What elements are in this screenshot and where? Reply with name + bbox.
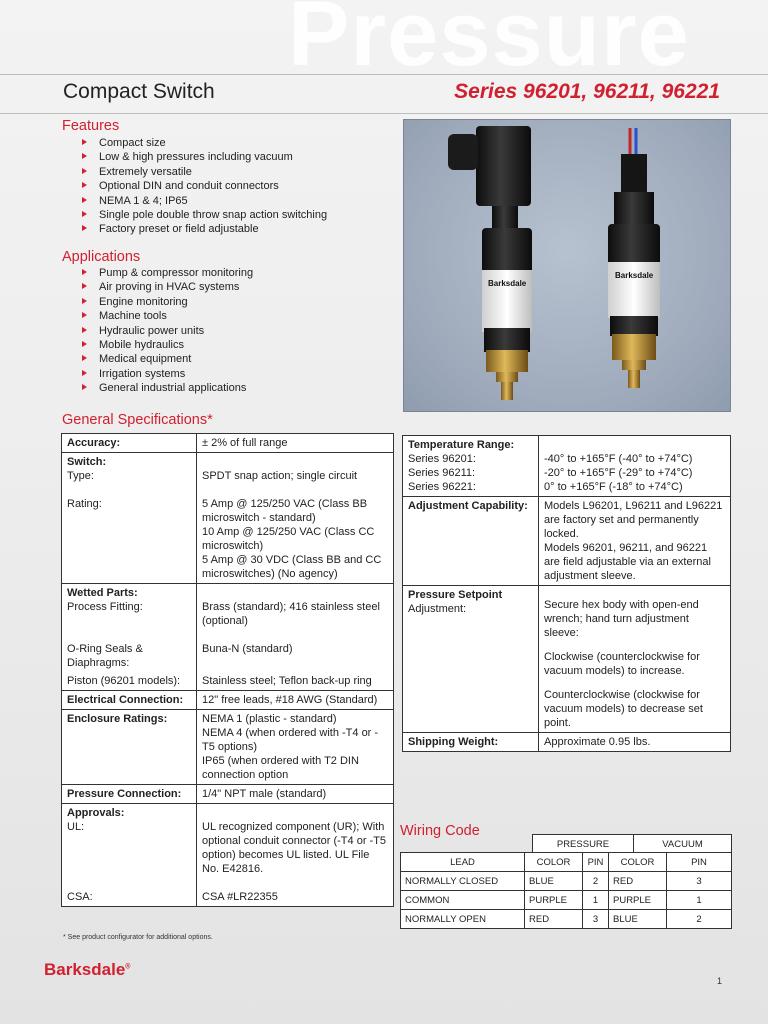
- spec-subkey: Type:: [67, 470, 94, 482]
- list-item: Compact size: [81, 136, 327, 150]
- spec-key: Switch:: [67, 456, 107, 468]
- table-cell: NORMALLY CLOSED: [401, 872, 525, 891]
- table-cell: 1: [667, 891, 732, 910]
- spec-value: UL recognized component (UR); With optional conduit connector (-T4 or -T5 option) becomes UL listed. UL File No. E42816.: [202, 821, 387, 875]
- spec-value: Models L96201, L96211 and L96221 are factory set and permanently locked.: [544, 500, 723, 540]
- list-item: Medical equipment: [81, 352, 253, 366]
- spec-value: 5 Amp @ 125/250 VAC (Class BB microswitch - standard): [202, 498, 368, 524]
- pressure-switch-illustration: [404, 120, 730, 411]
- table-row: [401, 910, 732, 929]
- applications-heading: Applications: [62, 249, 141, 265]
- brand-name: Barksdale: [44, 960, 126, 979]
- list-item: Pump & compressor monitoring: [81, 266, 253, 280]
- table-row: [401, 872, 732, 891]
- brand-logo: [44, 960, 130, 980]
- wiring-table: [400, 852, 732, 929]
- spec-value: Clockwise (counterclockwise for vacuum models) to increase.: [544, 651, 700, 677]
- column-header: LEAD: [401, 853, 525, 872]
- spec-subkey: Process Fitting:: [67, 601, 143, 613]
- spec-value: IP65 (when ordered with T2 DIN connection option: [202, 755, 359, 781]
- list-item: Irrigation systems: [81, 367, 253, 381]
- table-cell: 2: [667, 910, 732, 929]
- list-item: Low & high pressures including vacuum: [81, 150, 327, 164]
- table-cell: COMMON: [401, 891, 525, 910]
- spec-value: Models 96201, 96211, and 96221 are field adjustable via an external adjustment sleeve.: [544, 542, 711, 582]
- spec-value: -20° to +165°F (-29° to +74°C): [544, 467, 693, 479]
- table-row: [62, 584, 394, 691]
- list-item: Mobile hydraulics: [81, 338, 253, 352]
- spec-subkey: CSA:: [67, 891, 93, 903]
- spec-subkey: Adjustment:: [408, 603, 467, 615]
- applications-list: [81, 266, 253, 396]
- spec-value: Approximate 0.95 lbs.: [539, 733, 731, 752]
- spec-subkey: O-Ring Seals & Diaphragms:: [67, 643, 143, 669]
- list-item: Hydraulic power units: [81, 324, 253, 338]
- column-header: PIN: [583, 853, 609, 872]
- table-cell: RED: [609, 872, 667, 891]
- table-cell: PURPLE: [525, 891, 583, 910]
- spec-key: Pressure Connection:: [67, 788, 182, 800]
- spec-key: Pressure Setpoint: [408, 589, 503, 601]
- page-number: 1: [716, 976, 722, 986]
- footnote: * See product configurator for additional options.: [63, 934, 213, 941]
- list-item: Machine tools: [81, 309, 253, 323]
- table-row: [401, 891, 732, 910]
- spec-value: CSA #LR22355: [202, 891, 278, 903]
- spec-value: Stainless steel; Teflon back-up ring: [202, 675, 372, 687]
- table-cell: NORMALLY OPEN: [401, 910, 525, 929]
- spec-subkey: Series 96221:: [408, 481, 476, 493]
- watermark-title: Pressure: [288, 0, 690, 85]
- table-cell: PURPLE: [609, 891, 667, 910]
- column-group: PRESSURE: [533, 835, 634, 854]
- spec-subkey: Series 96201:: [408, 453, 476, 465]
- spec-key: Enclosure Ratings:: [67, 713, 168, 725]
- spec-value: Brass (standard); 416 stainless steel (optional): [202, 601, 380, 627]
- list-item: Extremely versatile: [81, 165, 327, 179]
- spec-subkey: Series 96211:: [408, 467, 476, 479]
- specs-table-right: [402, 435, 731, 752]
- spec-value: ± 2% of full range: [197, 434, 394, 453]
- specs-table-left: [61, 433, 394, 907]
- spec-key: Approvals:: [67, 807, 125, 819]
- specs-heading: General Specifications*: [62, 412, 213, 428]
- brand-mark: ®: [125, 963, 131, 971]
- series-title: Series 96201, 96211, 96221: [454, 80, 720, 103]
- table-row: [403, 497, 731, 586]
- table-row: [401, 853, 732, 872]
- list-item: Optional DIN and conduit connectors: [81, 179, 327, 193]
- table-cell: 3: [583, 910, 609, 929]
- product-photo: [403, 119, 731, 412]
- table-row: [62, 804, 394, 907]
- table-cell: BLUE: [609, 910, 667, 929]
- table-row: [533, 835, 732, 854]
- spec-key: Shipping Weight:: [408, 736, 499, 748]
- column-header: COLOR: [609, 853, 667, 872]
- features-heading: Features: [62, 118, 120, 134]
- spec-value: 10 Amp @ 125/250 VAC (Class CC microswitch): [202, 526, 375, 552]
- wiring-heading: Wiring Code: [400, 823, 480, 839]
- spec-subkey: Rating:: [67, 498, 102, 510]
- table-row: [403, 733, 731, 752]
- table-row: [62, 710, 394, 785]
- product-title: Compact Switch: [63, 80, 215, 103]
- wiring-group-header: [532, 834, 732, 854]
- photo-brand-label: Barksdale: [615, 271, 654, 280]
- spec-value: NEMA 1 (plastic - standard): [202, 713, 337, 725]
- table-cell: RED: [525, 910, 583, 929]
- table-row: [62, 691, 394, 710]
- list-item: NEMA 1 & 4; IP65: [81, 194, 327, 208]
- spec-value: 1/4" NPT male (standard): [197, 785, 394, 804]
- list-item: Single pole double throw snap action switching: [81, 208, 327, 222]
- table-row: [62, 785, 394, 804]
- spec-value: Buna-N (standard): [202, 643, 293, 655]
- spec-value: Secure hex body with open-end wrench; hand turn adjustment sleeve:: [544, 599, 699, 639]
- table-cell: BLUE: [525, 872, 583, 891]
- table-cell: 3: [667, 872, 732, 891]
- features-list: [81, 136, 327, 237]
- table-row: [62, 434, 394, 453]
- table-row: [403, 436, 731, 497]
- spec-subkey: Piston (96201 models):: [67, 675, 181, 687]
- list-item: Factory preset or field adjustable: [81, 222, 327, 236]
- spec-key: Adjustment Capability:: [408, 500, 528, 512]
- table-cell: 2: [583, 872, 609, 891]
- spec-key: Accuracy:: [67, 437, 121, 449]
- list-item: Air proving in HVAC systems: [81, 280, 253, 294]
- photo-brand-label: Barksdale: [488, 279, 527, 288]
- list-item: Engine monitoring: [81, 295, 253, 309]
- table-cell: 1: [583, 891, 609, 910]
- list-item: General industrial applications: [81, 381, 253, 395]
- spec-key: Electrical Connection:: [67, 694, 184, 706]
- table-row: [403, 586, 731, 733]
- spec-key: Temperature Range:: [408, 439, 515, 451]
- spec-value: 12" free leads, #18 AWG (Standard): [197, 691, 394, 710]
- table-row: [62, 453, 394, 584]
- spec-value: 0° to +165°F (-18° to +74°C): [544, 481, 683, 493]
- spec-value: Counterclockwise (clockwise for vacuum models) to decrease set point.: [544, 689, 703, 729]
- spec-key: Wetted Parts:: [67, 587, 138, 599]
- spec-value: 5 Amp @ 30 VDC (Class BB and CC microswitches) (No agency): [202, 554, 382, 580]
- spec-value: NEMA 4 (when ordered with -T4 or -T5 options): [202, 727, 379, 753]
- column-header: COLOR: [525, 853, 583, 872]
- spec-value: SPDT snap action; single circuit: [202, 470, 358, 482]
- column-header: PIN: [667, 853, 732, 872]
- spec-value: -40° to +165°F (-40° to +74°C): [544, 453, 693, 465]
- column-group: VACUUM: [634, 835, 732, 854]
- spec-subkey: UL:: [67, 821, 85, 833]
